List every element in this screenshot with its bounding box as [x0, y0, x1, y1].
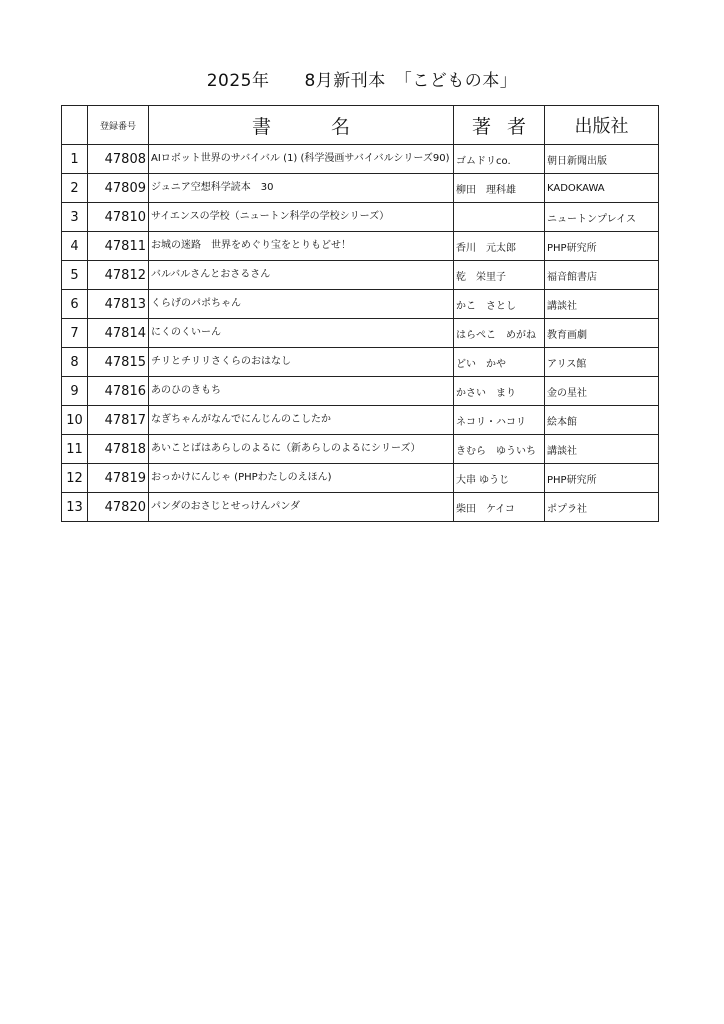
row-number: 4	[62, 232, 88, 261]
publisher-name: 金の星社	[545, 377, 659, 406]
author-name: どい かや	[454, 348, 545, 377]
table-row	[62, 319, 659, 348]
table-row	[62, 493, 659, 522]
table-row	[62, 261, 659, 290]
registration-number: 47813	[88, 290, 149, 319]
table-row	[62, 145, 659, 174]
registration-number: 47809	[88, 174, 149, 203]
book-title: サイエンスの学校（ニュートン科学の学校シリーズ）	[149, 203, 454, 232]
publisher-name: 朝日新聞出版	[545, 145, 659, 174]
book-title: ジュニア空想科学読本 30	[149, 174, 454, 203]
registration-number: 47817	[88, 406, 149, 435]
publisher-name: 講談社	[545, 435, 659, 464]
book-title: パンダのおさじとせっけんパンダ	[149, 493, 454, 522]
author-name: かさい まり	[454, 377, 545, 406]
table-row	[62, 203, 659, 232]
book-title: くらげのパポちゃん	[149, 290, 454, 319]
table-row	[62, 377, 659, 406]
row-number: 13	[62, 493, 88, 522]
table-row	[62, 435, 659, 464]
registration-number: 47811	[88, 232, 149, 261]
row-number: 11	[62, 435, 88, 464]
registration-number: 47810	[88, 203, 149, 232]
author-name: きむら ゆういち	[454, 435, 545, 464]
book-title: チリとチリリさくらのおはなし	[149, 348, 454, 377]
table-row	[62, 232, 659, 261]
new-books-table	[61, 105, 659, 522]
book-title: あのひのきもち	[149, 377, 454, 406]
author-name: ゴムドリco.	[454, 145, 545, 174]
publisher-name: KADOKAWA	[545, 174, 659, 203]
registration-number: 47815	[88, 348, 149, 377]
book-title: にくのくいーん	[149, 319, 454, 348]
author-name: 香川 元太郎	[454, 232, 545, 261]
row-number: 8	[62, 348, 88, 377]
registration-number: 47818	[88, 435, 149, 464]
header-registration-number: 登録番号	[88, 106, 149, 145]
author-name: 柴田 ケイコ	[454, 493, 545, 522]
book-title: おっかけにんじゃ (PHPわたしのえほん)	[149, 464, 454, 493]
publisher-name: 絵本館	[545, 406, 659, 435]
registration-number: 47819	[88, 464, 149, 493]
header-publisher: 出版社	[545, 106, 659, 145]
header-book-title: 書名	[149, 106, 454, 145]
publisher-name: 講談社	[545, 290, 659, 319]
row-number: 3	[62, 203, 88, 232]
registration-number: 47808	[88, 145, 149, 174]
page-title: 2025年 8月新刊本 「こどもの本」	[206, 71, 518, 91]
book-title: なぎちゃんがなんでにんじんのこしたか	[149, 406, 454, 435]
header-number	[62, 106, 88, 145]
registration-number: 47814	[88, 319, 149, 348]
row-number: 10	[62, 406, 88, 435]
row-number: 12	[62, 464, 88, 493]
registration-number: 47816	[88, 377, 149, 406]
row-number: 5	[62, 261, 88, 290]
author-name	[454, 203, 545, 232]
author-name: はらぺこ めがね	[454, 319, 545, 348]
publisher-name: ニュートンプレイス	[545, 203, 659, 232]
publisher-name: PHP研究所	[545, 232, 659, 261]
row-number: 1	[62, 145, 88, 174]
registration-number: 47812	[88, 261, 149, 290]
author-name: ネコリ・ハコリ	[454, 406, 545, 435]
publisher-name: アリス館	[545, 348, 659, 377]
book-title: あいことばはあらしのよるに（新あらしのよるにシリーズ）	[149, 435, 454, 464]
header-author: 著者	[454, 106, 545, 145]
row-number: 6	[62, 290, 88, 319]
author-name: 乾 栄里子	[454, 261, 545, 290]
table-row	[62, 464, 659, 493]
row-number: 2	[62, 174, 88, 203]
author-name: 柳田 理科雄	[454, 174, 545, 203]
table-header-row	[62, 106, 659, 145]
row-number: 7	[62, 319, 88, 348]
publisher-name: 教育画劇	[545, 319, 659, 348]
registration-number: 47820	[88, 493, 149, 522]
row-number: 9	[62, 377, 88, 406]
author-name: 大串 ゆうじ	[454, 464, 545, 493]
publisher-name: ポプラ社	[545, 493, 659, 522]
book-title: バルバルさんとおさるさん	[149, 261, 454, 290]
author-name: かこ さとし	[454, 290, 545, 319]
table-row	[62, 174, 659, 203]
book-title: お城の迷路 世界をめぐり宝をとりもどせ！	[149, 232, 454, 261]
table-row	[62, 290, 659, 319]
table-row	[62, 406, 659, 435]
publisher-name: 福音館書店	[545, 261, 659, 290]
publisher-name: PHP研究所	[545, 464, 659, 493]
table-row	[62, 348, 659, 377]
book-title: AIロボット世界のサバイバル (1) (科学漫画サバイバルシリーズ90)	[149, 145, 454, 174]
